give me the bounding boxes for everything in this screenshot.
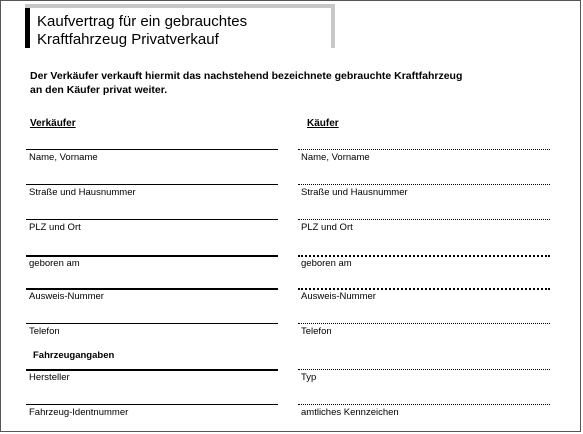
field-label: PLZ und Ort: [29, 222, 81, 233]
field-label: Name, Vorname: [29, 152, 98, 163]
field-label: Fahrzeug-Identnummer: [29, 407, 129, 418]
field-label: Typ: [301, 372, 317, 383]
intro-line-2: an den Käufer privat weiter.: [30, 84, 168, 96]
field-label: Name, Vorname: [301, 152, 370, 163]
title-line-2: Kraftfahrzeug Privatverkauf: [37, 31, 219, 48]
vehicle-manufacturer-field[interactable]: [26, 369, 278, 385]
seller-id-field[interactable]: [26, 288, 278, 304]
signature-line: [26, 219, 278, 220]
field-label: amtliches Kennzeichen: [301, 407, 399, 418]
title-line-1: Kaufvertrag für ein gebrauchtes: [37, 13, 248, 30]
buyer-street-field[interactable]: [298, 184, 550, 200]
seller-city-field[interactable]: [26, 219, 278, 235]
field-label: Ausweis-Nummer: [29, 291, 104, 302]
buyer-name-field[interactable]: [298, 149, 550, 165]
signature-line: [26, 184, 278, 185]
field-label: Straße und Hausnummer: [29, 187, 136, 198]
buyer-heading: Käufer: [307, 118, 339, 129]
signature-line: [298, 404, 550, 405]
signature-line: [26, 255, 278, 257]
signature-line: [26, 149, 278, 150]
signature-line: [26, 369, 278, 371]
signature-line: [298, 219, 550, 220]
document-title: [37, 13, 247, 49]
vehicle-plate-field[interactable]: [298, 404, 550, 420]
field-label: geboren am: [29, 258, 80, 269]
signature-line: [26, 288, 278, 290]
signature-line: [298, 184, 550, 185]
vehicle-type-field[interactable]: [298, 369, 550, 385]
seller-name-field[interactable]: [26, 149, 278, 165]
signature-line: [26, 404, 278, 405]
title-accent-bar: [25, 8, 30, 48]
field-label: geboren am: [301, 258, 352, 269]
buyer-birthdate-field[interactable]: [298, 255, 550, 271]
intro-line-1: Der Verkäufer verkauft hiermit das nachstehend bezeichnete gebrauchte Kraftfahrzeug: [30, 70, 463, 82]
field-label: Telefon: [301, 326, 332, 337]
signature-line: [26, 323, 278, 324]
field-label: Straße und Hausnummer: [301, 187, 408, 198]
intro-text: [30, 69, 550, 97]
seller-street-field[interactable]: [26, 184, 278, 200]
signature-line: [298, 288, 550, 290]
signature-line: [298, 369, 550, 370]
seller-heading: Verkäufer: [30, 118, 76, 129]
buyer-id-field[interactable]: [298, 288, 550, 304]
field-label: Hersteller: [29, 372, 70, 383]
seller-phone-field[interactable]: [26, 323, 278, 339]
seller-birthdate-field[interactable]: [26, 255, 278, 271]
field-label: Ausweis-Nummer: [301, 291, 376, 302]
field-label: PLZ und Ort: [301, 222, 353, 233]
signature-line: [298, 255, 550, 257]
buyer-phone-field[interactable]: [298, 323, 550, 339]
field-label: Telefon: [29, 326, 60, 337]
buyer-city-field[interactable]: [298, 219, 550, 235]
signature-line: [298, 323, 550, 324]
vehicle-vin-field[interactable]: [26, 404, 278, 420]
vehicle-heading: Fahrzeugangaben: [33, 350, 115, 361]
signature-line: [298, 149, 550, 150]
